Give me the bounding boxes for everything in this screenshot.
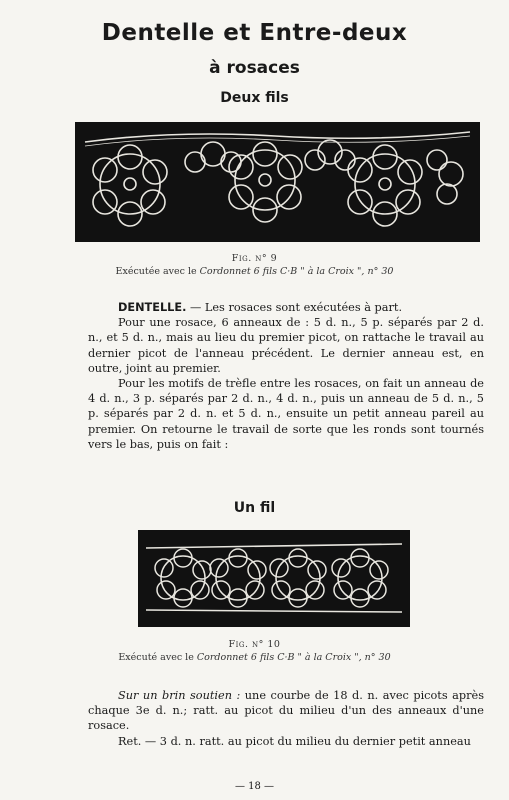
brin-soutien-label: Sur un brin soutien : [118,689,241,702]
fig9-prefix: Exécutée avec le [115,266,200,277]
paragraph-trefle: Pour les motifs de trèfle entre les rosaces, on fait un anneau de 4 d. n., 3 p. séparés par 2 d. n., 4 d. n., puis un anneau de 5 d. n., 5 p. séparés par 2 d. n. et 5 d. n., ensuite un petit anneau pareil au premier. On retourne le travail de sorte que les ronds sont tournés vers le bas, puis on fait : [88,377,484,451]
page-subtitle: à rosaces [209,58,300,78]
page-title: Dentelle et Entre-deux [101,20,408,46]
fig9-description [0,265,509,278]
paragraph-brin-soutien [88,688,484,734]
caption-fig10 [0,638,509,664]
brin-soutien-text: une courbe de 18 d. n. avec picots après chaque 3e d. n.; ratt. au picot du milieu d'un des anneaux d'une rosace. [88,689,484,733]
fig9-material: Cordonnet 6 fils C·B " à la Croix ", n° 30 [199,266,394,277]
body-text-lower [88,688,484,749]
dentelle-label: DENTELLE. [118,301,187,314]
section-heading-un-fil: Un fil [233,500,276,516]
fig10-prefix: Exécuté avec le [118,652,197,663]
caption-fig9 [0,252,509,278]
fig10-number: Fig. n° 10 [228,639,281,650]
section-heading-deux-fils: Deux fils [220,90,289,106]
dentelle-text: — Les rosaces sont exécutées à part. [186,301,403,314]
lace-photo-fig10 [138,530,410,627]
paragraph-ret: Ret. — 3 d. n. ratt. au picot du milieu du dernier petit anneau [118,734,471,748]
paragraph-dentelle [88,300,484,315]
page-number: — 18 — [234,781,275,792]
lace-insertion-illustration [138,530,410,627]
fig9-number: Fig. n° 9 [231,253,278,264]
paragraph-rosace: Pour une rosace, 6 anneaux de : 5 d. n., 5 p. séparés par 2 d. n., et 5 d. n., mais au lieu du premier picot, on rattache le travail au dernier picot de l'anneau précédent. Le dernier anneau est, en outre, joint au premier. [88,316,484,375]
body-text-upper [88,300,484,452]
fig10-material: Cordonnet 6 fils C·B " à la Croix ", n° 30 [196,652,391,663]
lace-edging-illustration [75,122,480,242]
lace-photo-fig9 [75,122,480,242]
fig10-description [0,651,509,664]
